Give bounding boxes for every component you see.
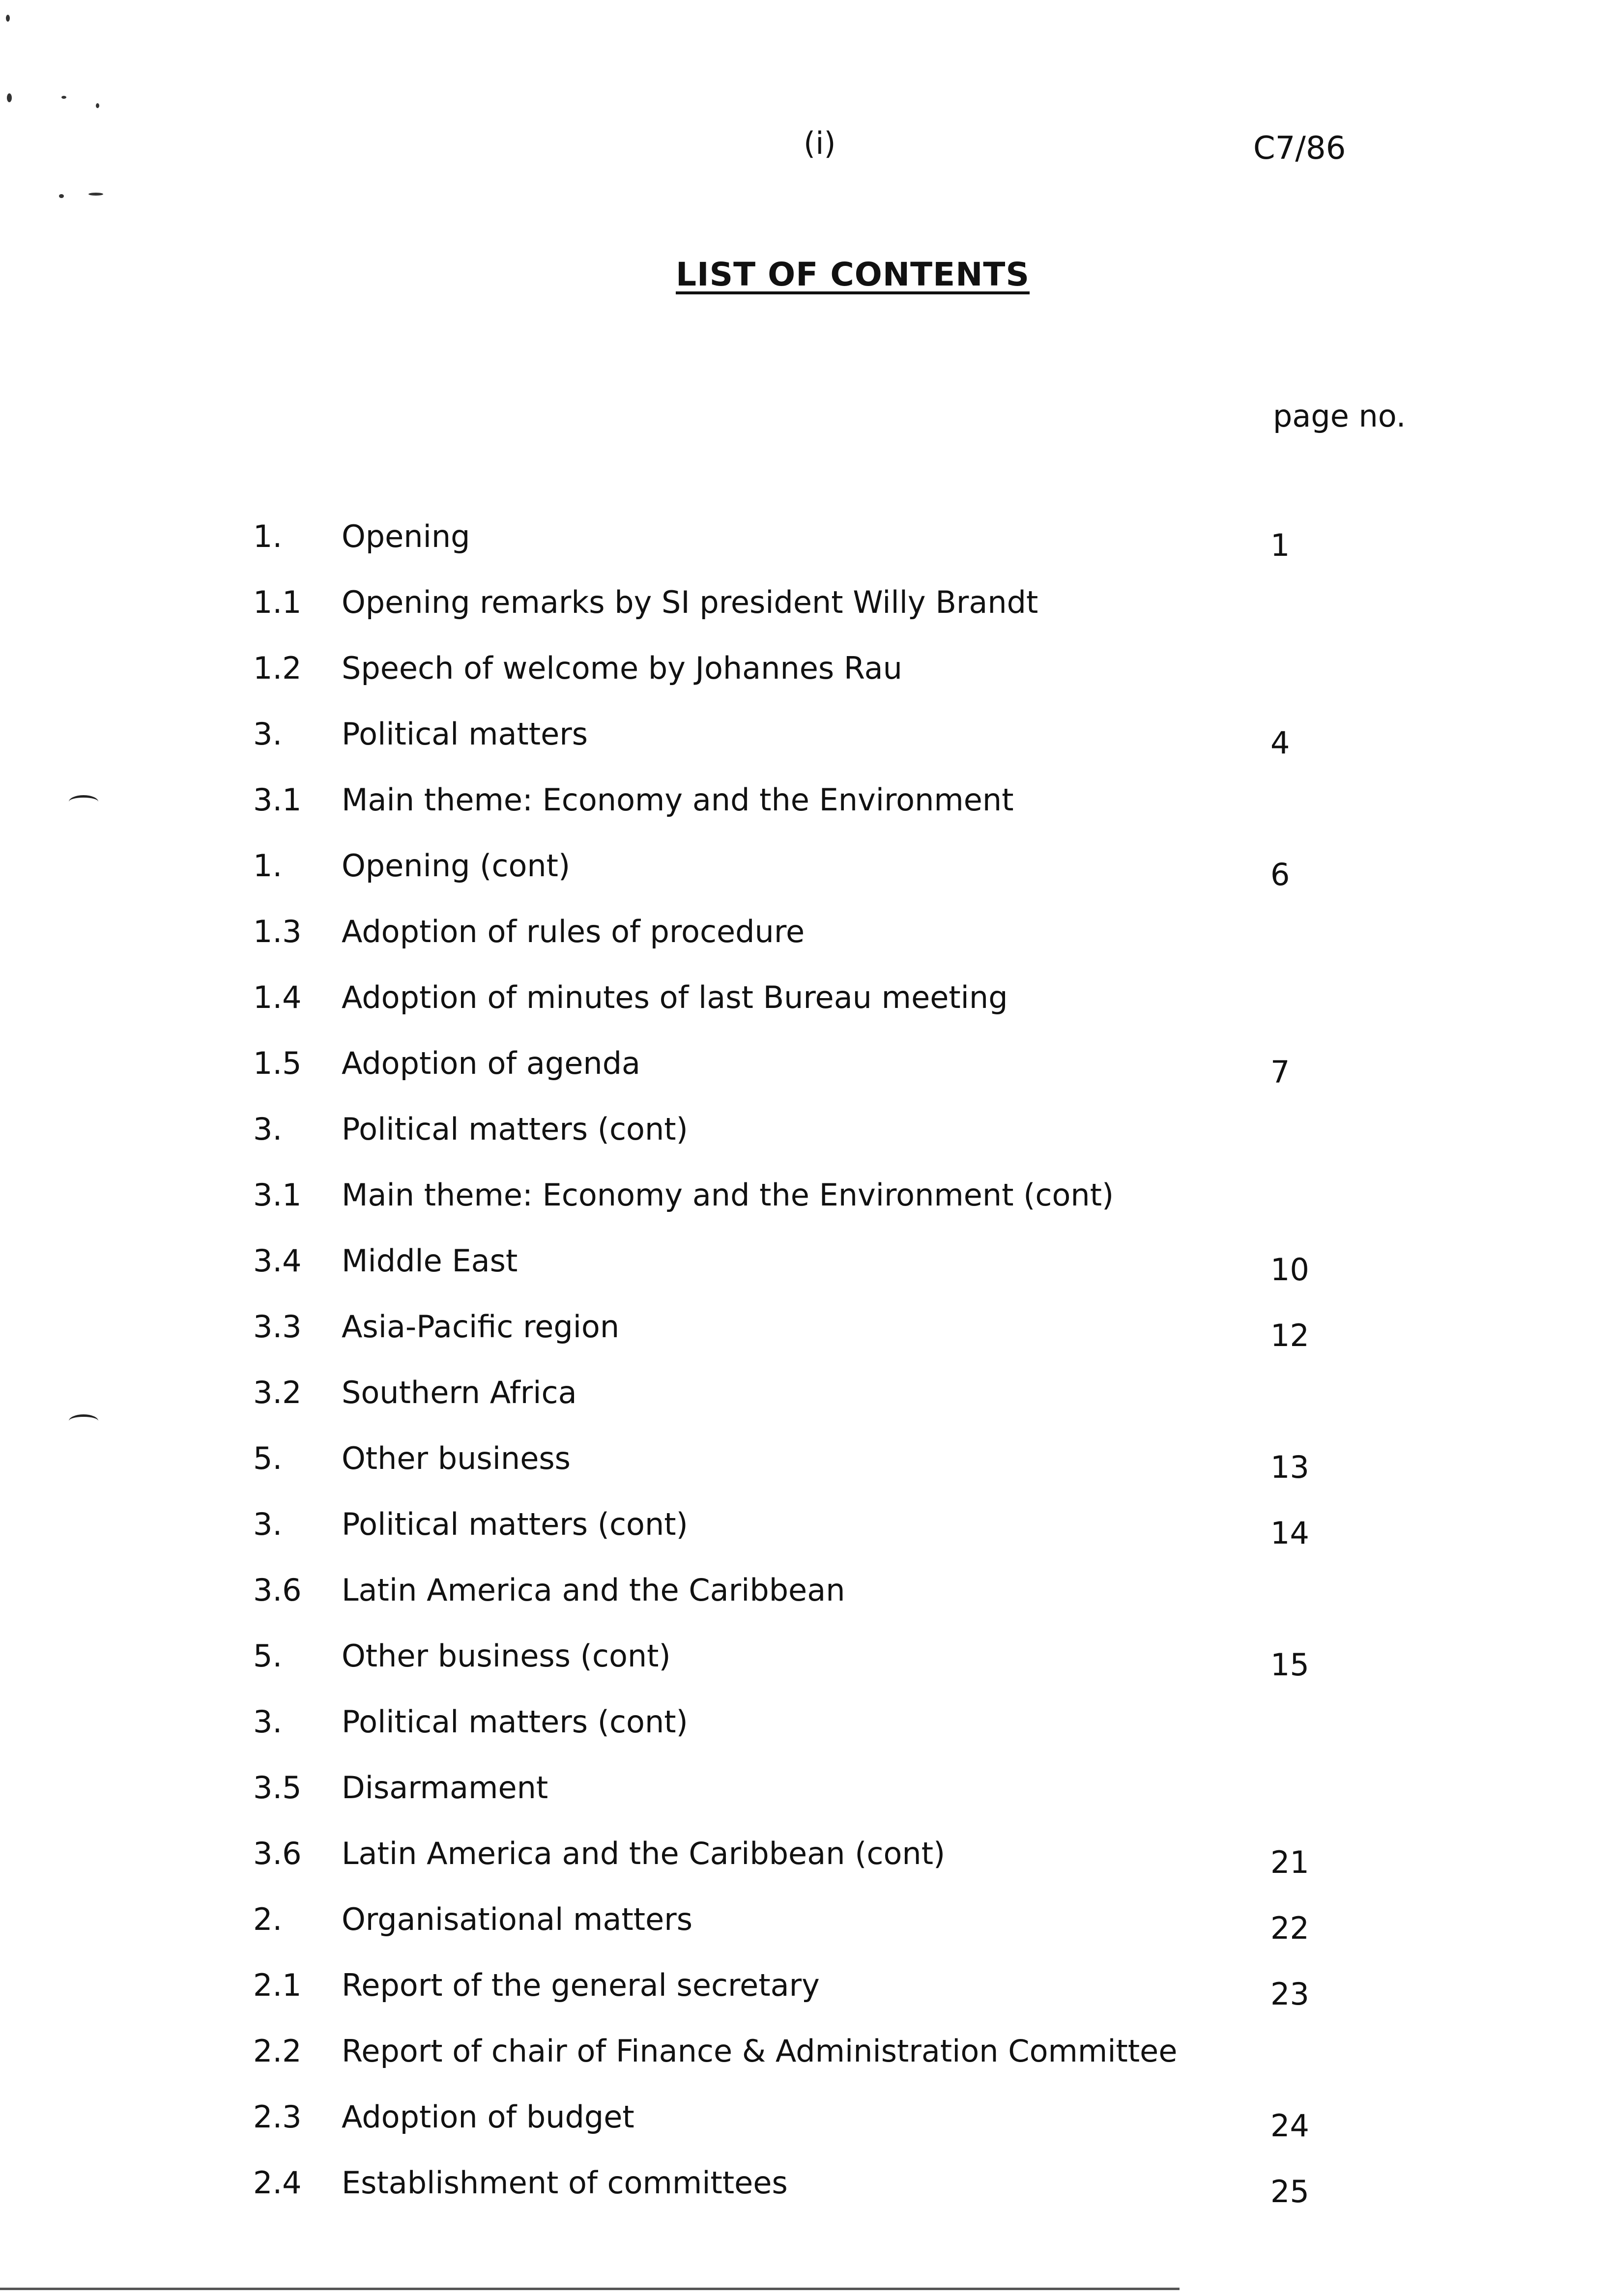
toc-item-title: Middle East <box>342 1243 518 1279</box>
toc-item-number: 3.6 <box>253 1572 302 1608</box>
toc-item-page: 12 <box>1270 1318 1309 1353</box>
toc-item-number: 1. <box>253 518 283 554</box>
page-number: (i) <box>804 125 836 161</box>
toc-item-number: 3.1 <box>253 1177 302 1213</box>
toc-item-title: Opening <box>342 518 470 554</box>
toc-item-number: 2.4 <box>253 2165 302 2201</box>
toc-row <box>0 1704 1612 1758</box>
page-number-column-header: page no. <box>1273 398 1406 434</box>
toc-item-title: Asia-Pacific region <box>342 1309 620 1345</box>
toc-item-title: Establishment of committees <box>342 2165 788 2201</box>
toc-row <box>0 1045 1612 1099</box>
toc-row <box>0 1572 1612 1626</box>
toc-row <box>0 782 1612 836</box>
toc-item-title: Political matters (cont) <box>342 1704 688 1740</box>
toc-item-page: 7 <box>1270 1054 1290 1090</box>
toc-item-number: 1.5 <box>253 1045 302 1081</box>
toc-row <box>0 2165 1612 2219</box>
toc-item-title: Latin America and the Caribbean <box>342 1572 845 1608</box>
toc-row <box>0 1901 1612 1955</box>
toc-item-page: 24 <box>1270 2108 1309 2144</box>
toc-item-number: 1.4 <box>253 979 302 1015</box>
toc-item-page: 21 <box>1270 1844 1309 1880</box>
toc-item-number: 2. <box>253 1901 283 1937</box>
toc-item-page: 23 <box>1270 1976 1309 2012</box>
toc-item-title: Political matters (cont) <box>342 1506 688 1542</box>
toc-item-number: 3.2 <box>253 1375 302 1410</box>
toc-item-page: 4 <box>1270 725 1290 761</box>
toc-item-title: Latin America and the Caribbean (cont) <box>342 1836 946 1871</box>
toc-item-number: 3.1 <box>253 782 302 818</box>
toc-item-title: Adoption of agenda <box>342 1045 641 1081</box>
toc-item-number: 1. <box>253 848 283 884</box>
toc-item-page: 10 <box>1270 1252 1309 1288</box>
toc-item-number: 2.2 <box>253 2033 302 2069</box>
toc-item-title: Speech of welcome by Johannes Rau <box>342 650 902 686</box>
toc-item-title: Adoption of budget <box>342 2099 634 2135</box>
toc-item-title: Main theme: Economy and the Environment <box>342 782 1014 818</box>
toc-row <box>0 518 1612 573</box>
toc-item-number: 1.1 <box>253 584 302 620</box>
toc-item-number: 2.1 <box>253 1967 302 2003</box>
toc-row <box>0 1243 1612 1297</box>
toc-item-number: 3. <box>253 1704 283 1740</box>
toc-item-number: 3. <box>253 716 283 752</box>
toc-item-number: 3.4 <box>253 1243 302 1279</box>
toc-item-title: Other business (cont) <box>342 1638 671 1674</box>
toc-item-number: 3. <box>253 1111 283 1147</box>
toc-row <box>0 1177 1612 1231</box>
toc-item-title: Other business <box>342 1440 571 1476</box>
toc-row <box>0 1309 1612 1363</box>
toc-item-page: 6 <box>1270 857 1290 892</box>
document-code: C7/86 <box>1253 130 1346 167</box>
toc-row <box>0 584 1612 638</box>
toc-row <box>0 1967 1612 2021</box>
toc-row <box>0 1836 1612 1890</box>
toc-item-page: 14 <box>1270 1515 1309 1551</box>
toc-row <box>0 2099 1612 2153</box>
toc-item-title: Report of chair of Finance & Administration Committee <box>342 2033 1178 2069</box>
toc-item-number: 5. <box>253 1440 283 1476</box>
bottom-scan-edge <box>0 2288 1180 2290</box>
toc-item-title: Report of the general secretary <box>342 1967 820 2003</box>
toc-item-number: 3. <box>253 1506 283 1542</box>
toc-row <box>0 979 1612 1033</box>
toc-row <box>0 848 1612 902</box>
toc-item-number: 1.2 <box>253 650 302 686</box>
toc-item-number: 3.6 <box>253 1836 302 1871</box>
toc-item-number: 1.3 <box>253 914 302 949</box>
toc-row <box>0 914 1612 968</box>
toc-item-page: 13 <box>1270 1449 1309 1485</box>
toc-row <box>0 650 1612 704</box>
toc-item-page: 25 <box>1270 2174 1309 2210</box>
toc-item-page: 1 <box>1270 527 1290 563</box>
toc-row <box>0 2033 1612 2087</box>
toc-item-title: Adoption of rules of procedure <box>342 914 805 949</box>
page-title: LIST OF CONTENTS <box>676 256 1030 293</box>
toc-item-title: Organisational matters <box>342 1901 692 1937</box>
toc-item-page: 22 <box>1270 1910 1309 1946</box>
toc-item-number: 3.3 <box>253 1309 302 1345</box>
toc-row <box>0 1375 1612 1429</box>
toc-item-number: 5. <box>253 1638 283 1674</box>
toc-item-title: Disarmament <box>342 1770 548 1806</box>
toc-item-title: Opening (cont) <box>342 848 571 884</box>
toc-row <box>0 716 1612 770</box>
toc-row <box>0 1770 1612 1824</box>
toc-item-title: Main theme: Economy and the Environment (cont) <box>342 1177 1114 1213</box>
toc-item-title: Political matters <box>342 716 588 752</box>
toc-item-title: Opening remarks by SI president Willy Brandt <box>342 584 1038 620</box>
toc-item-number: 3.5 <box>253 1770 302 1806</box>
toc-item-title: Adoption of minutes of last Bureau meeting <box>342 979 1008 1015</box>
toc-row <box>0 1506 1612 1560</box>
toc-row <box>0 1440 1612 1494</box>
toc-item-title: Southern Africa <box>342 1375 577 1410</box>
toc-row <box>0 1111 1612 1165</box>
toc-item-page: 15 <box>1270 1647 1309 1683</box>
toc-row <box>0 1638 1612 1692</box>
toc-item-number: 2.3 <box>253 2099 302 2135</box>
toc-item-title: Political matters (cont) <box>342 1111 688 1147</box>
